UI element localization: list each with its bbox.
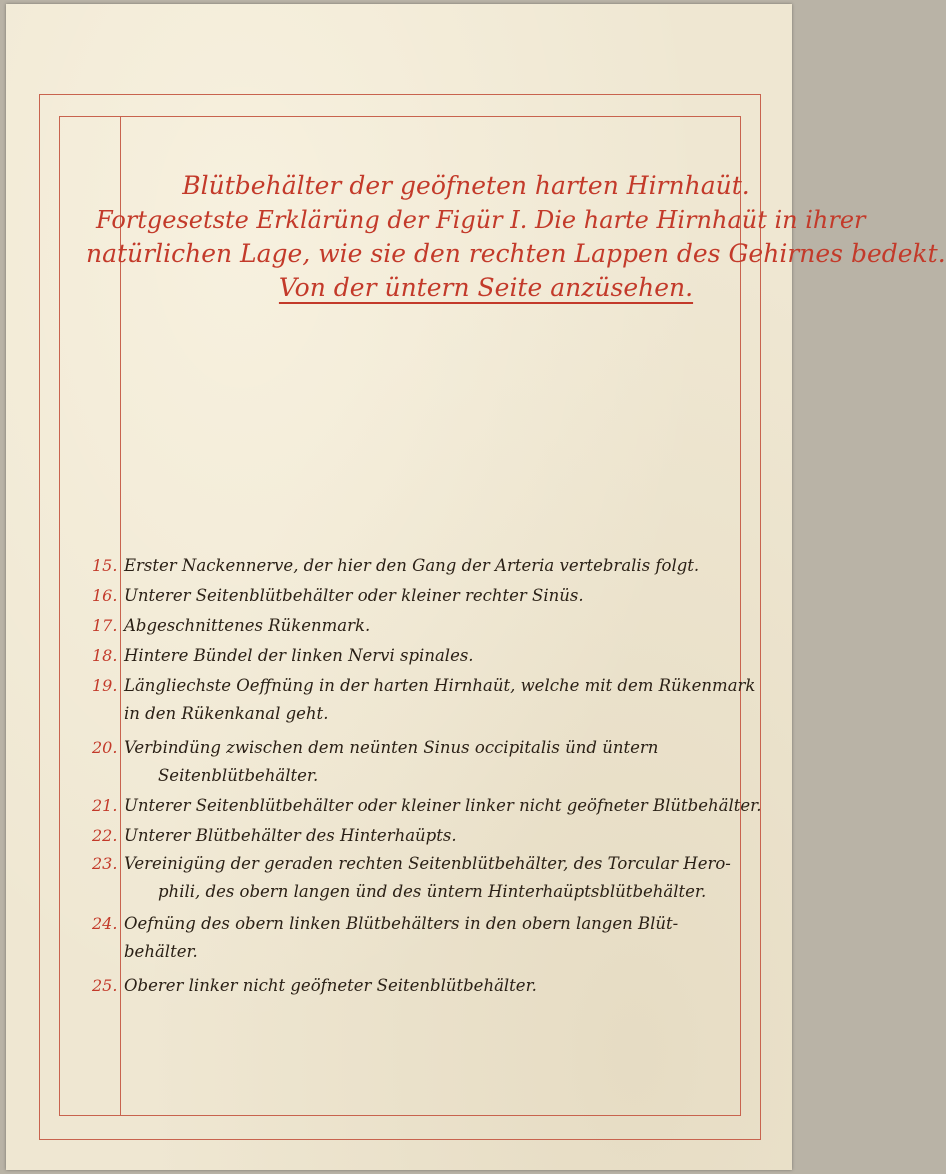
entry-number: 21.: [92, 796, 118, 815]
entry-text: Längliechste Oeffnüng in der harten Hirnhaüt, welche mit dem Rükenmark: [124, 676, 756, 695]
entry-text: Unterer Seitenblütbehälter oder kleiner linker nicht geöfneter Blütbehälter.: [124, 796, 762, 815]
entry-text-continuation: behälter.: [124, 942, 198, 961]
entry-number: 19.: [92, 676, 118, 695]
entry-text: Unterer Blütbehälter des Hinterhaüpts.: [124, 826, 457, 845]
entry-text: Oefnüng des obern linken Blütbehälters in den obern langen Blüt-: [124, 914, 679, 933]
entry-text: Oberer linker nicht geöfneter Seitenblütbehälter.: [124, 976, 537, 995]
title-line-1: Blütbehälter der geöfneten harten Hirnhaüt.: [182, 171, 750, 200]
entry-number: 20.: [92, 738, 118, 757]
entry-text: Abgeschnittenes Rükenmark.: [124, 616, 371, 635]
entry-number: 17.: [92, 616, 118, 635]
entry-text: Vereinigüng der geraden rechten Seitenblütbehälter, des Torcular Hero-: [124, 854, 731, 873]
page-title: [86, 169, 946, 305]
manuscript-page: [6, 4, 946, 1170]
entry-text: Hintere Bündel der linken Nervi spinales.: [124, 646, 474, 665]
entry-number: 22.: [92, 826, 118, 845]
title-line-2: Fortgesetste Erklärüng der Figür I. Die harte Hirnhaüt in ihrer: [96, 206, 866, 234]
entry-number: 24.: [92, 914, 118, 933]
entry-text: Unterer Seitenblütbehälter oder kleiner rechter Sinüs.: [124, 586, 584, 605]
title-line-3: natürlichen Lage, wie sie den rechten Lappen des Gehirnes bedekt.: [86, 239, 946, 268]
entry-number: 25.: [92, 976, 118, 995]
entry-text-continuation: Seitenblütbehälter.: [158, 766, 319, 785]
entry-number: 23.: [92, 854, 118, 873]
entry-number: 15.: [92, 556, 118, 575]
entry-text: Verbindüng zwischen dem neünten Sinus occipitalis ünd üntern: [124, 738, 659, 757]
title-line-4: Von der üntern Seite anzüsehen.: [278, 273, 694, 302]
entry-text: Erster Nackennerve, der hier den Gang der Arteria vertebralis folgt.: [124, 556, 700, 575]
entry-text-continuation: in den Rükenkanal geht.: [124, 704, 329, 723]
entry-number: 16.: [92, 586, 118, 605]
entry-number: 18.: [92, 646, 118, 665]
entry-text-continuation: phili, des obern langen ünd des üntern Hinterhaüptsblütbehälter.: [158, 882, 707, 901]
